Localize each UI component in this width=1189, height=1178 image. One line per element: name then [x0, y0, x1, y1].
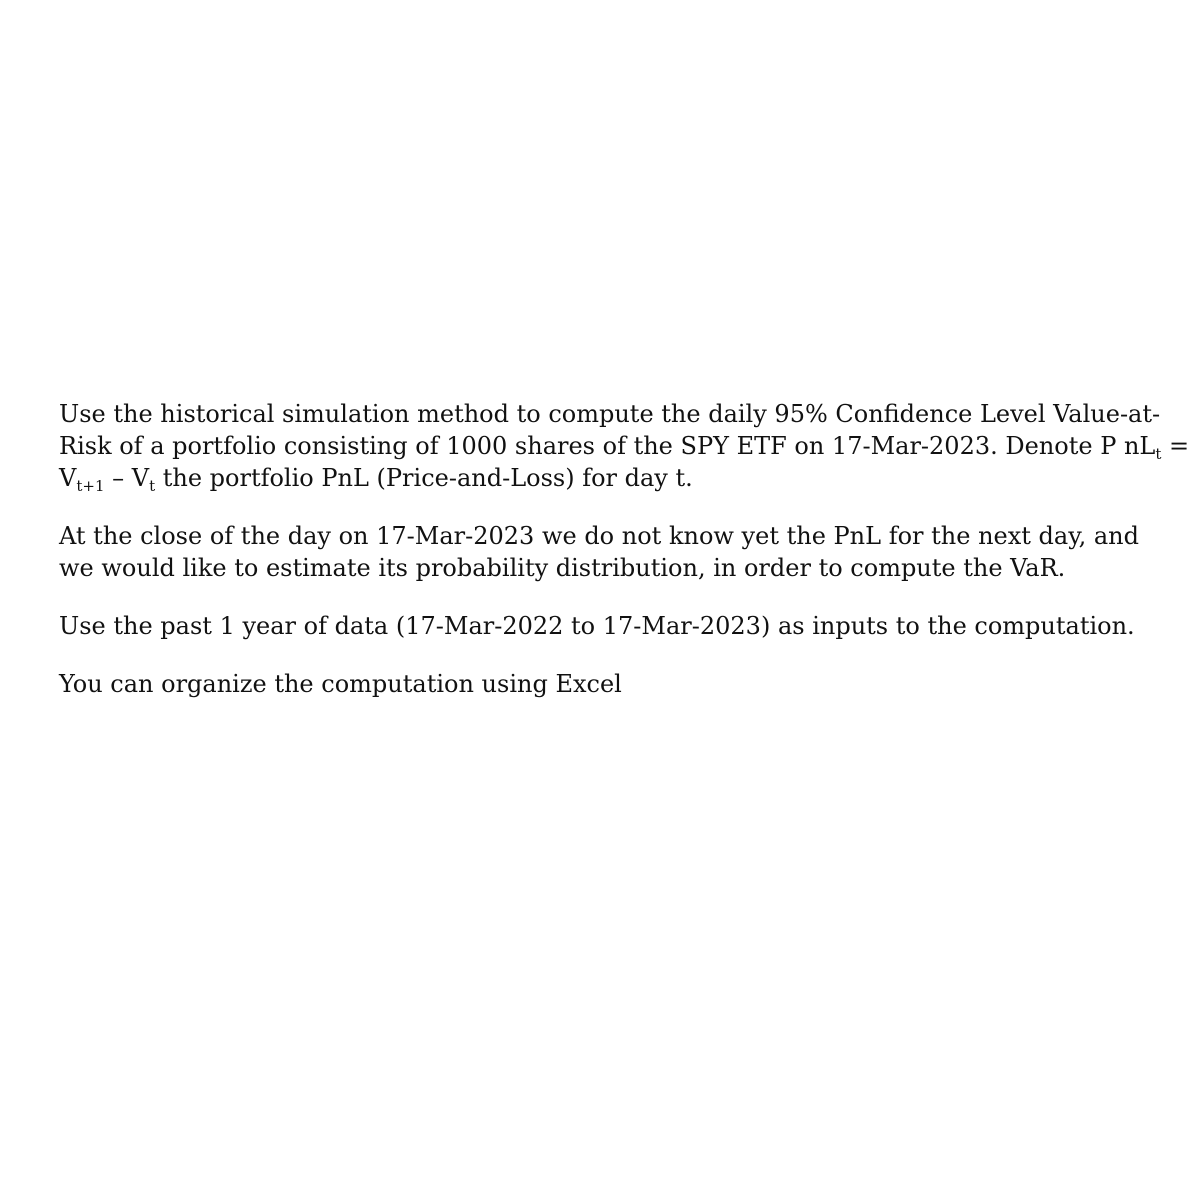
minus-v-symbol: – V — [104, 464, 150, 492]
pnl-subscript: t — [1155, 445, 1162, 463]
equals-sign: = — [1161, 432, 1189, 460]
document-body — [59, 398, 1189, 726]
paragraph-context — [59, 520, 1139, 584]
v-t-subscript: t — [149, 477, 156, 495]
line-3-rest: the portfolio PnL (Price-and-Loss) for day t. — [155, 464, 693, 492]
paragraph-data-range — [59, 610, 1135, 642]
paragraph-task — [59, 398, 1189, 495]
v-next-subscript: t+1 — [76, 477, 105, 495]
paragraph-task-line-1: Use the historical simulation method to compute the daily 95% Confidence Level Value-at- — [59, 400, 1161, 428]
v-next-symbol: V — [59, 464, 77, 492]
paragraph-task-line-3 — [59, 462, 1129, 494]
paragraph-data-range-line-1: Use the past 1 year of data (17-Mar-2022 to 17-Mar-2023) as inputs to the computation. — [59, 612, 1135, 640]
paragraph-context-line-1: At the close of the day on 17-Mar-2023 we do not know yet the PnL for the next day, and — [59, 522, 1139, 550]
paragraph-context-line-2: we would like to estimate its probability distribution, in order to compute the VaR. — [59, 554, 1066, 582]
paragraph-excel-note — [59, 668, 1129, 700]
paragraph-task-line-2 — [59, 430, 1189, 463]
paragraph-excel-note-line-1: You can organize the computation using Excel — [59, 670, 622, 698]
line-2-text: Risk of a portfolio consisting of 1000 shares of the SPY ETF on 17-Mar-2023. Denote P nL — [59, 432, 1156, 460]
